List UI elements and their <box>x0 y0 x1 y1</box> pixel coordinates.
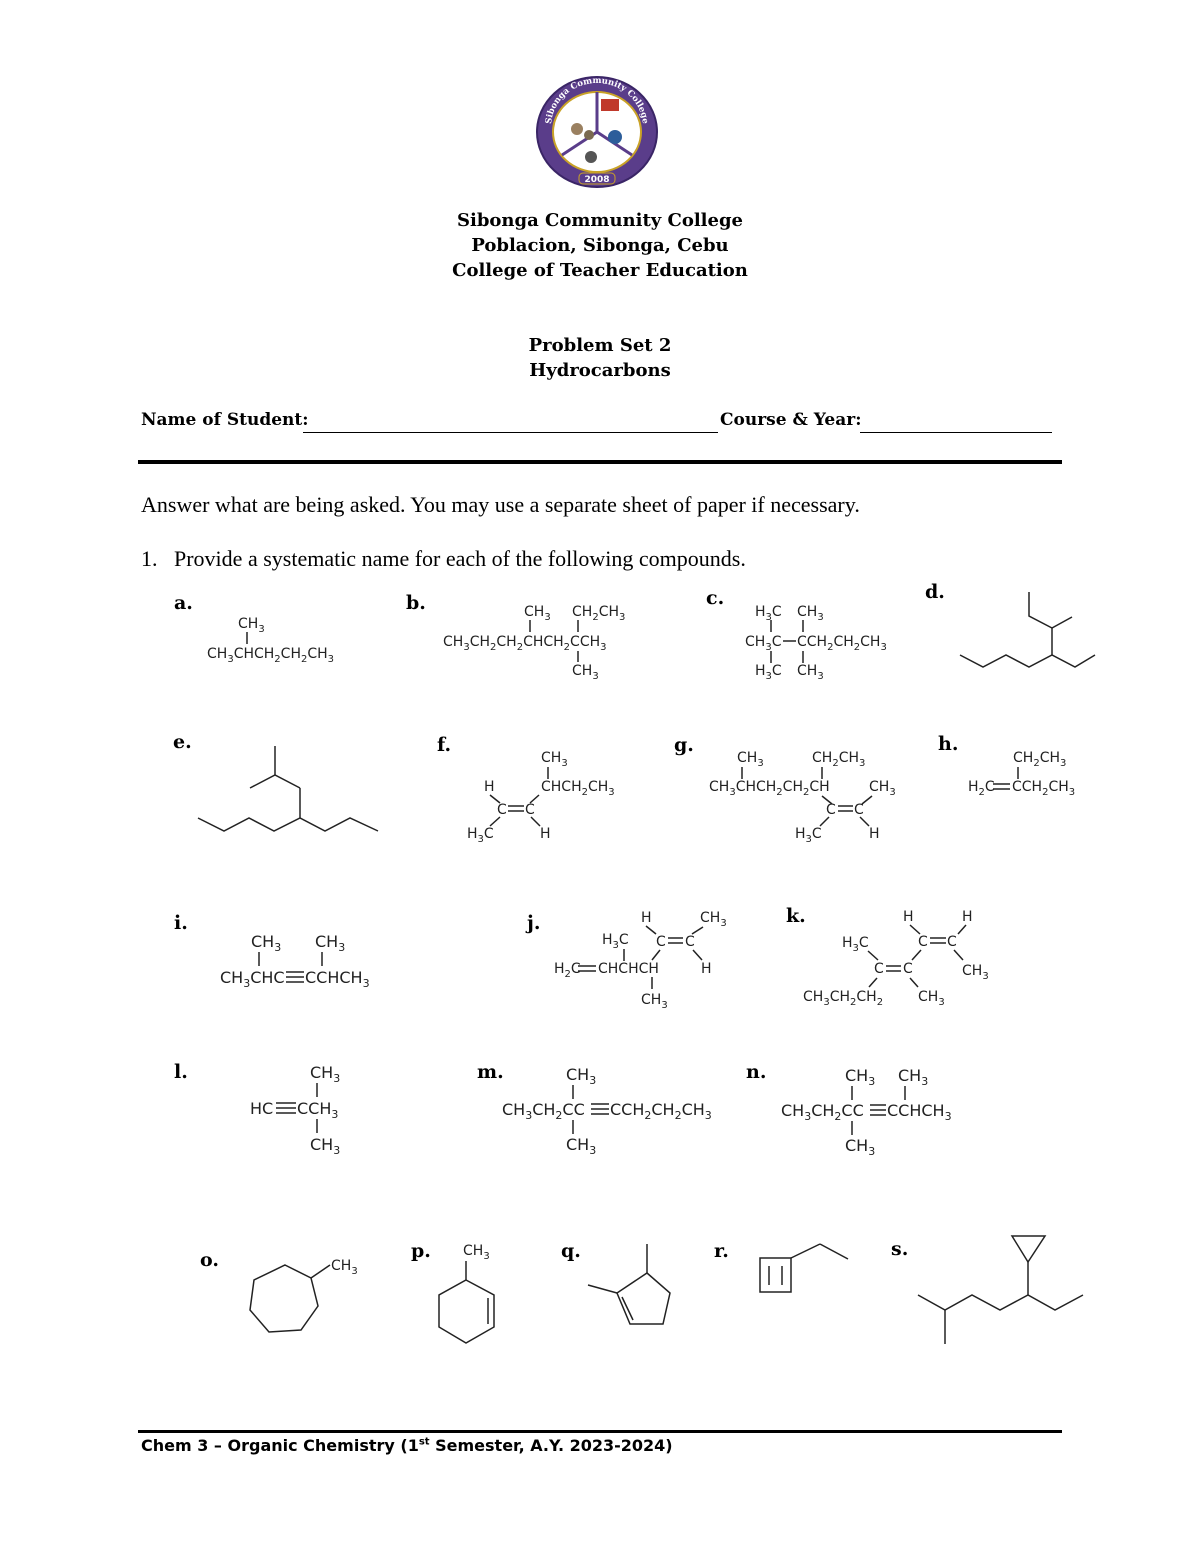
svg-text:CH3CH2CH2CHCH2CCH3: $CH_3CH_2CH_2CHCH_2CCH_3$ <box>443 634 607 653</box>
svg-text:H3C: $H_3C$ <box>842 935 869 954</box>
school-address: Poblacion, Sibonga, Cebu <box>471 235 729 256</box>
svg-text:C: C <box>874 961 884 977</box>
svg-text:CCH3: $CCH_3$ <box>297 1099 339 1121</box>
svg-text:CH3CHCH2CH2CH3: $CH_3CHCH_2CH_2CH_3$ <box>207 646 335 665</box>
svg-text:H3C: $H_3C$ <box>602 932 629 951</box>
logo-arc-text: Sibonga Community College <box>544 75 650 125</box>
svg-text:CH3: $CH_3$ <box>737 750 764 769</box>
svg-text:C: C <box>656 934 666 950</box>
footer-course-info <box>141 1436 673 1455</box>
svg-text:CH3: $CH_3$ <box>641 992 668 1011</box>
structure-i <box>220 932 370 990</box>
svg-text:H3C: $H_3C$ <box>795 826 822 845</box>
svg-text:CH3: $CH_3$ <box>238 616 265 635</box>
structure-h <box>968 750 1075 798</box>
structure-j <box>554 910 727 1011</box>
item-label-b: b. <box>406 592 426 614</box>
svg-text:H3C: $H_3C$ <box>755 663 782 682</box>
item-label-e: e. <box>173 731 192 753</box>
svg-text:H3C: $H_3C$ <box>467 826 494 845</box>
course-year-label: Course & Year: <box>720 410 862 430</box>
item-label-r: r. <box>714 1240 729 1262</box>
svg-text:CH3: $CH_3$ <box>797 604 824 623</box>
problem-set-subtitle: Hydrocarbons <box>529 360 671 381</box>
svg-text:C: C <box>947 934 957 950</box>
item-label-i: i. <box>174 912 188 934</box>
item-label-h: h. <box>938 733 959 755</box>
svg-text:CH3: $CH_3$ <box>310 1063 341 1085</box>
item-label-g: g. <box>674 734 694 756</box>
problem-set-title: Problem Set 2 <box>528 335 672 356</box>
department-name: College of Teacher Education <box>452 260 748 281</box>
item-label-d: d. <box>925 581 945 603</box>
svg-text:CH3: $CH_3$ <box>572 663 599 682</box>
svg-text:CH3: $CH_3$ <box>566 1135 597 1157</box>
svg-text:H2C: $H_2C$ <box>554 961 581 980</box>
structure-l <box>250 1063 340 1157</box>
svg-text:CH2CH3: $CH_2CH_3$ <box>1013 750 1067 769</box>
structure-f <box>467 750 615 845</box>
structure-g <box>709 750 896 845</box>
svg-text:C: C <box>497 802 507 818</box>
student-name-label: Name of Student: <box>141 410 309 430</box>
svg-text:CH3: $CH_3$ <box>869 779 896 798</box>
svg-text:CHCHCH: CHCHCH <box>598 961 659 977</box>
svg-text:CCH2CH2CH3: $CCH_2CH_2CH_3$ <box>610 1100 712 1122</box>
svg-text:H: H <box>701 961 712 977</box>
structure-d <box>960 592 1095 667</box>
svg-text:CCH2CH2CH3: $CCH_2CH_2CH_3$ <box>797 634 887 653</box>
footer-text-end: Semester, A.Y. 2023-2024) <box>429 1436 673 1455</box>
logo-year: 2008 <box>584 175 610 185</box>
svg-text:C: C <box>525 802 535 818</box>
item-label-q: q. <box>561 1240 581 1262</box>
footer-text: Chem 3 – Organic Chemistry (1 <box>141 1436 419 1455</box>
svg-text:CH3C: $CH_3C$ <box>745 634 782 653</box>
svg-text:CH3: $CH_3$ <box>310 1135 341 1157</box>
svg-text:CH3: $CH_3$ <box>845 1136 876 1158</box>
svg-text:H: H <box>484 779 495 795</box>
question-number: 1. <box>141 546 158 571</box>
item-label-f: f. <box>437 734 452 756</box>
svg-text:CH3: $CH_3$ <box>700 910 727 929</box>
item-label-p: p. <box>411 1240 431 1262</box>
instructions: Answer what are being asked. You may use a separate sheet of paper if necessary. <box>141 492 860 517</box>
svg-text:CH3CH2CH2: $CH_3CH_2CH_2$ <box>803 989 884 1008</box>
structure-b <box>443 604 625 682</box>
svg-text:H: H <box>903 909 914 925</box>
svg-text:C: C <box>854 802 864 818</box>
svg-text:CH3CHCH2CH2CH: $CH_3CHCH_2CH_2CH$ <box>709 779 830 798</box>
svg-text:CH3: $CH_3$ <box>845 1066 876 1088</box>
svg-text:CH3CHC: $CH_3CHC$ <box>220 968 285 990</box>
svg-text:CH3: $CH_3$ <box>251 932 282 954</box>
svg-text:CH3: $CH_3$ <box>962 963 989 982</box>
svg-text:H: H <box>962 909 973 925</box>
item-label-s: s. <box>891 1238 909 1260</box>
item-label-j: j. <box>527 912 541 934</box>
svg-text:HC: HC <box>250 1099 274 1118</box>
svg-text:H2C: $H_2C$ <box>968 779 995 798</box>
svg-text:CH3CH2CC: $CH_3CH_2CC$ <box>502 1100 585 1122</box>
svg-text:CHCH2CH3: $CHCH_2CH_3$ <box>541 779 615 798</box>
item-label-l: l. <box>174 1061 188 1083</box>
footer-divider <box>138 1430 1062 1433</box>
svg-text:CH3: $CH_3$ <box>898 1066 929 1088</box>
svg-text:CH3CH2CC: $CH_3CH_2CC$ <box>781 1101 864 1123</box>
svg-text:CH3: $CH_3$ <box>541 750 568 769</box>
svg-text:CCHCH3: $CCHCH_3$ <box>887 1101 952 1123</box>
svg-text:CH3: $CH_3$ <box>797 663 824 682</box>
svg-text:C: C <box>685 934 695 950</box>
svg-text:CH2CH3: $CH_2CH_3$ <box>572 604 626 623</box>
structure-s <box>918 1236 1083 1344</box>
structure-p <box>439 1243 494 1343</box>
svg-text:C: C <box>903 961 913 977</box>
svg-text:C: C <box>826 802 836 818</box>
item-label-n: n. <box>746 1061 767 1083</box>
svg-text:H: H <box>641 910 652 926</box>
item-label-m: m. <box>477 1061 504 1083</box>
structure-m <box>502 1065 712 1157</box>
svg-text:CH3: $CH_3$ <box>331 1258 358 1277</box>
svg-text:CCHCH3: $CCHCH_3$ <box>305 968 370 990</box>
structure-r <box>760 1244 848 1292</box>
structure-a <box>207 616 334 665</box>
structure-e <box>198 746 378 831</box>
item-label-a: a. <box>174 592 193 614</box>
svg-text:C: C <box>918 934 928 950</box>
svg-text:CH3: $CH_3$ <box>463 1243 490 1262</box>
school-name: Sibonga Community College <box>456 210 743 231</box>
structure-k <box>803 909 989 1008</box>
question-text: Provide a systematic name for each of the following compounds. <box>174 546 746 571</box>
structure-n <box>781 1066 952 1158</box>
svg-text:CH3: $CH_3$ <box>918 989 945 1008</box>
svg-text:CCH2CH3: $CCH_2CH_3$ <box>1012 779 1076 798</box>
svg-text:CH3: $CH_3$ <box>524 604 551 623</box>
item-label-k: k. <box>786 905 806 927</box>
svg-text:CH2CH3: $CH_2CH_3$ <box>812 750 866 769</box>
svg-text:CH3: $CH_3$ <box>566 1065 597 1087</box>
item-label-o: o. <box>200 1249 219 1271</box>
svg-text:H3C: $H_3C$ <box>755 604 782 623</box>
item-label-c: c. <box>706 587 725 609</box>
footer-superscript: st <box>418 1436 430 1448</box>
svg-text:H: H <box>540 826 551 842</box>
structure-o <box>250 1258 358 1332</box>
svg-text:H: H <box>869 826 880 842</box>
structure-c <box>745 604 887 682</box>
svg-text:CH3: $CH_3$ <box>315 932 346 954</box>
structure-q <box>588 1244 670 1324</box>
